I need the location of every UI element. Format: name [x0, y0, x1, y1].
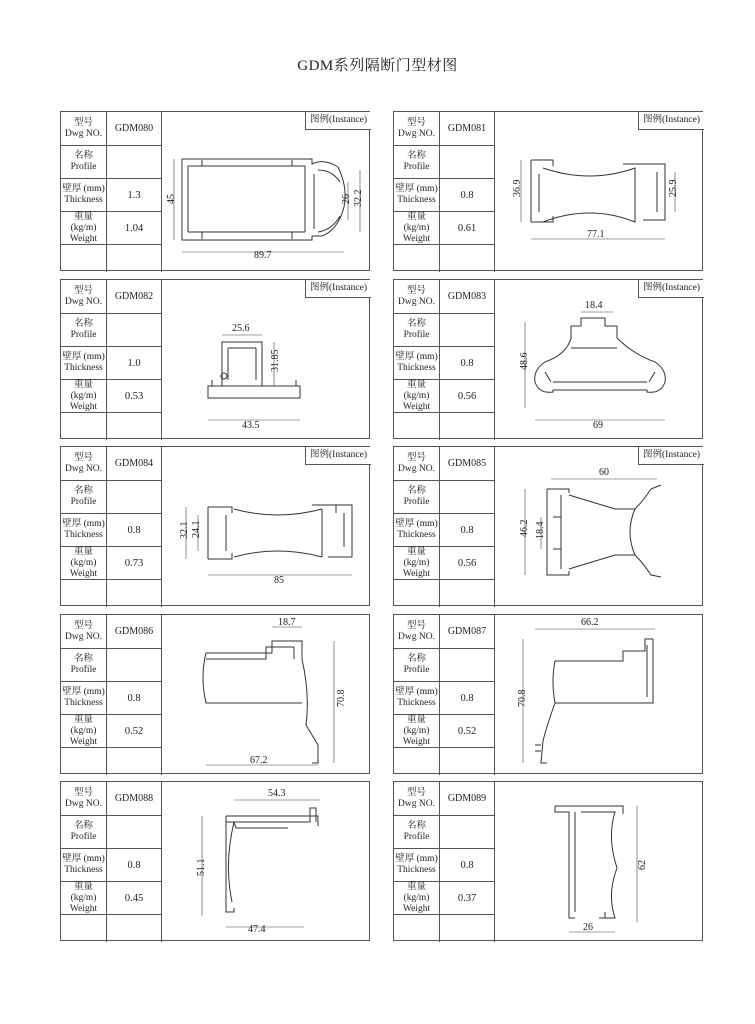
dim-top-width: 18.7 [278, 617, 296, 628]
profile-card-gdm088 [60, 781, 370, 941]
weight-value: 0.56 [440, 547, 495, 580]
profile-value [107, 481, 162, 514]
dwg-no-label: 型号 Dwg NO. [394, 447, 440, 481]
profile-label: 名称 Profile [394, 816, 440, 849]
profile-card-gdm086 [60, 614, 370, 774]
profile-drawing [495, 447, 704, 607]
dim-bottom-width: 47.4 [248, 924, 266, 935]
thickness-label: 壁厚 (mm) Thickness [61, 347, 107, 380]
profile-label: 名称 Profile [61, 481, 107, 514]
dim-left-height: 36.9 [512, 179, 523, 197]
dwg-no-label: 型号 Dwg NO. [61, 447, 107, 481]
instance-legend: 图例(Instance) [638, 447, 704, 465]
thickness-label: 壁厚 (mm) Thickness [394, 849, 440, 882]
thickness-label: 壁厚 (mm) Thickness [394, 179, 440, 212]
profile-label: 名称 Profile [394, 146, 440, 179]
profile-value [440, 314, 495, 347]
dwg-no-value: GDM085 [440, 447, 495, 481]
weight-label: 重量 (kg/m) Weight [394, 547, 440, 580]
dwg-no-value: GDM087 [440, 615, 495, 649]
profile-drawing-svg [495, 447, 704, 607]
profile-label: 名称 Profile [61, 314, 107, 347]
instance-legend: 图例(Instance) [638, 280, 704, 298]
blank-label [394, 748, 440, 775]
dim-right-height: 25.9 [668, 179, 679, 197]
instance-legend: 图例(Instance) [305, 112, 371, 130]
weight-value: 0.37 [440, 882, 495, 915]
instance-legend: 图例(Instance) [305, 447, 371, 465]
dim-height: 62 [637, 860, 648, 870]
profile-label: 名称 Profile [394, 314, 440, 347]
profile-card-gdm080 [60, 111, 370, 271]
thickness-value: 0.8 [440, 849, 495, 882]
blank-label [61, 413, 107, 440]
blank-value [440, 915, 495, 942]
profile-drawing-svg [162, 447, 371, 607]
profile-drawing-svg [495, 112, 704, 272]
profile-value [440, 649, 495, 682]
profile-drawing-svg [495, 782, 704, 942]
profile-card-gdm085 [393, 446, 703, 606]
weight-label: 重量 (kg/m) Weight [394, 715, 440, 748]
blank-value [107, 245, 162, 272]
thickness-label: 壁厚 (mm) Thickness [394, 514, 440, 547]
page-title: GDM系列隔断门型材图 [297, 58, 458, 74]
blank-value [107, 413, 162, 440]
weight-label: 重量 (kg/m) Weight [394, 380, 440, 413]
weight-value: 0.52 [440, 715, 495, 748]
profile-drawing [495, 615, 704, 775]
profile-drawing [495, 782, 704, 942]
weight-label: 重量 (kg/m) Weight [61, 212, 107, 245]
dim-outer-height: 32.2 [353, 189, 364, 207]
dim-outer-height: 32.1 [179, 521, 190, 539]
dwg-no-label: 型号 Dwg NO. [61, 280, 107, 314]
blank-label [394, 245, 440, 272]
dim-top-width: 18.4 [585, 300, 603, 311]
dim-width: 69 [593, 420, 603, 431]
profile-card-gdm081 [393, 111, 703, 271]
thickness-value: 0.8 [107, 514, 162, 547]
profile-label: 名称 Profile [61, 649, 107, 682]
thickness-label: 壁厚 (mm) Thickness [61, 514, 107, 547]
dwg-no-value: GDM089 [440, 782, 495, 816]
blank-label [61, 915, 107, 942]
dwg-no-value: GDM082 [107, 280, 162, 314]
profile-drawing [162, 782, 371, 942]
profile-label: 名称 Profile [61, 146, 107, 179]
thickness-value: 1.3 [107, 179, 162, 212]
thickness-value: 0.8 [440, 514, 495, 547]
weight-label: 重量 (kg/m) Weight [61, 380, 107, 413]
blank-label [394, 413, 440, 440]
blank-label [61, 748, 107, 775]
blank-value [440, 413, 495, 440]
dim-height: 45 [166, 194, 177, 204]
dwg-no-label: 型号 Dwg NO. [61, 615, 107, 649]
blank-label [61, 245, 107, 272]
blank-label [61, 580, 107, 607]
dim-inner-height: 18.4 [535, 521, 546, 539]
profile-drawing-svg [495, 615, 704, 775]
thickness-value: 1.0 [107, 347, 162, 380]
blank-label [394, 580, 440, 607]
profile-card-gdm083 [393, 279, 703, 439]
profile-card-gdm082 [60, 279, 370, 439]
dim-inner-height: 24.1 [191, 520, 202, 538]
profile-drawing [162, 447, 371, 607]
dim-height: 48.6 [519, 352, 530, 370]
profile-card-gdm089 [393, 781, 703, 941]
profile-drawing-svg [162, 615, 371, 775]
blank-value [440, 245, 495, 272]
profile-value [107, 816, 162, 849]
weight-label: 重量 (kg/m) Weight [394, 212, 440, 245]
profile-drawing-svg [495, 280, 704, 440]
dim-inner-height: 26 [341, 194, 352, 204]
dim-width: 26 [583, 922, 593, 933]
profile-card-gdm084 [60, 446, 370, 606]
dim-width: 67.2 [250, 755, 268, 766]
dim-top-width: 54.3 [268, 788, 286, 799]
dwg-no-label: 型号 Dwg NO. [61, 782, 107, 816]
blank-value [107, 580, 162, 607]
profile-drawing [495, 112, 704, 272]
weight-value: 0.52 [107, 715, 162, 748]
thickness-value: 0.8 [440, 682, 495, 715]
dim-width: 77.1 [587, 229, 605, 240]
thickness-label: 壁厚 (mm) Thickness [61, 682, 107, 715]
thickness-label: 壁厚 (mm) Thickness [61, 849, 107, 882]
weight-value: 0.73 [107, 547, 162, 580]
profile-drawing-svg [162, 280, 371, 440]
dwg-no-label: 型号 Dwg NO. [394, 112, 440, 146]
thickness-label: 壁厚 (mm) Thickness [394, 347, 440, 380]
profile-label: 名称 Profile [394, 481, 440, 514]
dwg-no-label: 型号 Dwg NO. [394, 615, 440, 649]
profile-drawing [162, 615, 371, 775]
dim-width: 60 [599, 467, 609, 478]
dwg-no-label: 型号 Dwg NO. [394, 782, 440, 816]
thickness-label: 壁厚 (mm) Thickness [61, 179, 107, 212]
blank-label [394, 915, 440, 942]
profile-drawing-svg [162, 112, 371, 272]
dim-height: 46.2 [519, 519, 530, 537]
dim-width: 89.7 [254, 250, 272, 261]
profile-label: 名称 Profile [61, 816, 107, 849]
weight-value: 1.04 [107, 212, 162, 245]
blank-value [107, 915, 162, 942]
dwg-no-value: GDM083 [440, 280, 495, 314]
dim-width: 66.2 [581, 617, 599, 628]
profile-value [440, 146, 495, 179]
dim-height: 70.8 [517, 689, 528, 707]
thickness-value: 0.8 [440, 179, 495, 212]
dwg-no-label: 型号 Dwg NO. [394, 280, 440, 314]
dim-bottom-width: 43.5 [242, 420, 260, 431]
profile-drawing [495, 280, 704, 440]
thickness-label: 壁厚 (mm) Thickness [394, 682, 440, 715]
dwg-no-label: 型号 Dwg NO. [61, 112, 107, 146]
weight-value: 0.61 [440, 212, 495, 245]
profile-value [107, 314, 162, 347]
instance-legend: 图例(Instance) [638, 112, 704, 130]
weight-label: 重量 (kg/m) Weight [394, 882, 440, 915]
dwg-no-value: GDM081 [440, 112, 495, 146]
weight-value: 0.53 [107, 380, 162, 413]
profile-value [440, 481, 495, 514]
weight-label: 重量 (kg/m) Weight [61, 547, 107, 580]
thickness-value: 0.8 [107, 682, 162, 715]
dwg-no-value: GDM086 [107, 615, 162, 649]
instance-legend: 图例(Instance) [305, 280, 371, 298]
profile-value [107, 649, 162, 682]
profile-card-gdm087 [393, 614, 703, 774]
profile-drawing [162, 280, 371, 440]
profile-drawing-svg [162, 782, 371, 942]
weight-value: 0.56 [440, 380, 495, 413]
dim-height: 51.1 [196, 858, 207, 876]
weight-label: 重量 (kg/m) Weight [61, 882, 107, 915]
blank-value [440, 748, 495, 775]
dim-width: 85 [274, 575, 284, 586]
dwg-no-value: GDM080 [107, 112, 162, 146]
profile-drawing [162, 112, 371, 272]
dwg-no-value: GDM088 [107, 782, 162, 816]
weight-value: 0.45 [107, 882, 162, 915]
profile-value [107, 146, 162, 179]
dim-top-width: 25.6 [232, 323, 250, 334]
weight-label: 重量 (kg/m) Weight [61, 715, 107, 748]
thickness-value: 0.8 [440, 347, 495, 380]
blank-value [440, 580, 495, 607]
dim-height: 31.85 [270, 349, 281, 372]
dwg-no-value: GDM084 [107, 447, 162, 481]
profile-value [440, 816, 495, 849]
thickness-value: 0.8 [107, 849, 162, 882]
dim-height: 70.8 [336, 689, 347, 707]
profile-label: 名称 Profile [394, 649, 440, 682]
blank-value [107, 748, 162, 775]
